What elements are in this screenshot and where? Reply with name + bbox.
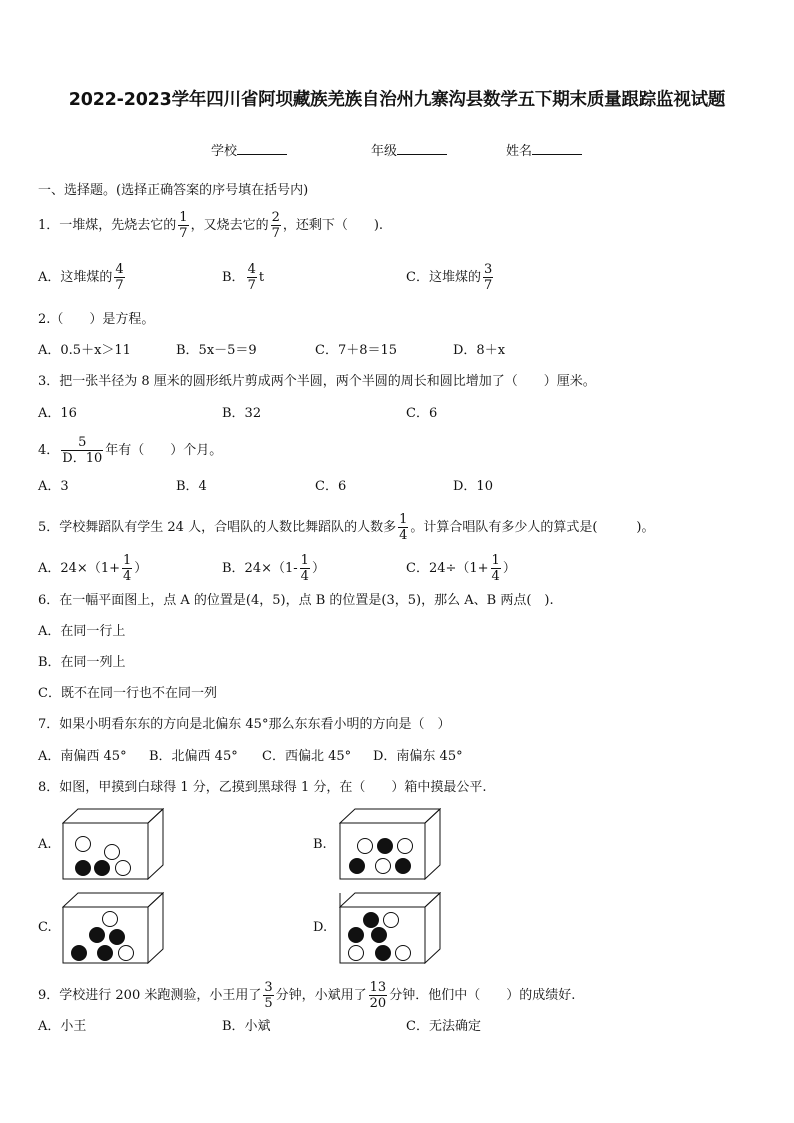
q2-option-b[interactable]: B．5x－5＝9 xyxy=(176,343,257,358)
q1-fraction-2 xyxy=(271,210,281,241)
q9-text-mid: 分钟，小斌用了 xyxy=(275,988,367,1003)
white-ball xyxy=(376,859,391,874)
option-text: C．24÷（1+ xyxy=(406,561,489,576)
white-ball xyxy=(76,837,91,852)
option-fraction xyxy=(114,262,124,293)
numerator: 4 xyxy=(115,262,124,277)
option-unit: t xyxy=(258,270,265,285)
q5-option-a[interactable] xyxy=(38,553,147,584)
black-ball xyxy=(376,946,391,961)
white-ball xyxy=(358,839,373,854)
school-label: 学校 xyxy=(211,144,238,159)
q8-option-a-label[interactable]: A. xyxy=(38,837,52,852)
white-ball xyxy=(384,913,399,928)
q1-text-pre: 1．一堆煤，先烧去它的 xyxy=(38,218,177,233)
option-fraction xyxy=(122,553,132,584)
q5-option-b[interactable] xyxy=(222,553,325,584)
black-ball xyxy=(76,861,91,876)
numerator: 3 xyxy=(483,262,493,277)
numerator: 1 xyxy=(399,512,408,527)
q9-option-a[interactable]: A．小王 xyxy=(38,1019,87,1034)
option-text: B．24×（1- xyxy=(222,561,298,576)
denominator: 4 xyxy=(399,528,408,543)
box-c-drawing xyxy=(62,892,164,964)
question-9 xyxy=(38,980,575,1011)
option-text: A．这堆煤的 xyxy=(38,270,113,285)
question-3: 3．把一张半径为 8 厘米的圆形纸片剪成两个半圆，两个半圆的周长和圆比增加了（ ）厘米。 xyxy=(38,374,596,389)
q2-option-d[interactable]: D．8＋x xyxy=(453,343,506,358)
question-1 xyxy=(38,210,383,241)
denominator: 4 xyxy=(300,569,309,584)
q8-option-b-label[interactable]: B. xyxy=(313,837,327,852)
box-a-drawing xyxy=(62,808,164,880)
page-title: 2022-2023学年四川省阿坝藏族羌族自治州九寨沟县数学五下期末质量跟踪监视试题 xyxy=(68,90,726,110)
denominator: 4 xyxy=(491,569,500,584)
q4-text-post: 年有（ ）个月。 xyxy=(105,443,223,458)
numerator: 13 xyxy=(369,980,387,995)
q1-text-mid: ，又烧去它的 xyxy=(190,218,269,233)
q5-text-pre: 5．学校舞蹈队有学生 24 人，合唱队的人数比舞蹈队的人数多 xyxy=(38,520,397,535)
question-8: 8．如图，甲摸到白球得 1 分，乙摸到黑球得 1 分，在（ ）箱中摸最公平. xyxy=(38,780,487,795)
q4-text-pre: 4． xyxy=(38,443,60,458)
q8-option-c-label[interactable]: C. xyxy=(38,920,52,935)
grade-blank[interactable] xyxy=(397,142,447,155)
numerator: 1 xyxy=(123,553,132,568)
white-ball xyxy=(349,946,364,961)
option-text-close: ） xyxy=(311,561,325,576)
black-ball xyxy=(72,946,87,961)
black-ball xyxy=(364,913,379,928)
option-fraction xyxy=(300,553,310,584)
q7-option-c[interactable]: C．西偏北 45° xyxy=(262,749,352,764)
q5-option-c[interactable] xyxy=(406,553,516,584)
black-ball xyxy=(98,946,113,961)
q1-text-post: ，还剩下（ ). xyxy=(282,218,384,233)
option-text: B． xyxy=(222,270,245,285)
q3-option-c[interactable]: C．6 xyxy=(406,406,438,421)
option-fraction xyxy=(491,553,501,584)
question-5 xyxy=(38,512,655,543)
option-fraction xyxy=(247,262,257,293)
q9-text-post: 分钟．他们中（ ）的成绩好. xyxy=(389,988,576,1003)
question-6: 6．在一幅平面图上，点 A 的位置是(4，5)，点 B 的位置是(3，5)，那么 A、B 两点( ). xyxy=(38,593,554,608)
option-fraction xyxy=(483,262,493,293)
school-blank[interactable] xyxy=(237,142,287,155)
q8-box-c[interactable] xyxy=(62,892,164,964)
white-ball xyxy=(103,912,118,927)
name-blank[interactable] xyxy=(532,142,582,155)
grade-label: 年级 xyxy=(371,144,398,159)
q9-fraction-1 xyxy=(263,980,273,1011)
question-2: 2.（ ）是方程。 xyxy=(38,312,155,327)
white-ball xyxy=(116,861,131,876)
q8-option-d-label[interactable]: D. xyxy=(313,920,328,935)
q6-option-a[interactable]: A．在同一行上 xyxy=(38,624,126,639)
black-ball xyxy=(95,861,110,876)
black-ball xyxy=(396,859,411,874)
q1-fraction-1 xyxy=(178,210,188,241)
q6-option-b[interactable]: B．在同一列上 xyxy=(38,655,126,670)
option-text: C．这堆煤的 xyxy=(406,270,481,285)
q2-option-c[interactable]: C．7＋8＝15 xyxy=(315,343,398,358)
box-b-drawing xyxy=(339,808,441,880)
q1-option-b[interactable] xyxy=(222,262,264,293)
box-d-drawing xyxy=(339,892,441,964)
q8-box-b[interactable] xyxy=(339,808,441,880)
q5-text-post: 。计算合唱队有多少人的算式是( )。 xyxy=(410,520,655,535)
q4-option-b[interactable]: B．4 xyxy=(176,479,207,494)
black-ball xyxy=(90,928,105,943)
q6-option-c[interactable]: C．既不在同一行也不在同一列 xyxy=(38,686,217,701)
option-text: A．24×（1+ xyxy=(38,561,120,576)
denominator: 7 xyxy=(179,226,188,241)
name-label: 姓名 xyxy=(506,144,533,159)
black-ball xyxy=(372,928,387,943)
q9-fraction-2 xyxy=(369,980,388,1011)
question-4 xyxy=(38,435,222,466)
name-field xyxy=(506,140,582,159)
numerator: 1 xyxy=(300,553,309,568)
denominator: D．10 xyxy=(62,451,103,466)
grade-field xyxy=(371,140,447,159)
white-ball xyxy=(398,839,413,854)
denominator: 7 xyxy=(271,226,280,241)
option-text-close: ） xyxy=(502,561,516,576)
q5-fraction xyxy=(398,512,408,543)
white-ball xyxy=(396,946,411,961)
numerator: 1 xyxy=(179,210,188,225)
q3-option-b[interactable]: B．32 xyxy=(222,406,262,421)
denominator: 4 xyxy=(123,569,132,584)
denominator: 7 xyxy=(115,278,124,293)
numerator: 1 xyxy=(491,553,500,568)
q7-option-b[interactable]: B．北偏西 45° xyxy=(149,749,238,764)
q3-option-a[interactable]: A．16 xyxy=(38,406,77,421)
black-ball xyxy=(349,928,364,943)
q8-box-d[interactable] xyxy=(339,892,441,964)
denominator: 7 xyxy=(483,278,493,293)
denominator: 7 xyxy=(247,278,256,293)
numerator: 3 xyxy=(264,980,273,995)
q9-option-c[interactable]: C．无法确定 xyxy=(406,1019,481,1034)
q7-option-a[interactable]: A．南偏西 45° xyxy=(38,749,127,764)
q1-option-c[interactable] xyxy=(406,262,495,293)
q8-box-a[interactable] xyxy=(62,808,164,880)
option-text-close: ） xyxy=(134,561,148,576)
denominator: 20 xyxy=(369,996,387,1011)
q4-option-c[interactable]: C．6 xyxy=(315,479,347,494)
q4-option-a[interactable]: A．3 xyxy=(38,479,69,494)
question-7: 7．如果小明看东东的方向是北偏东 45°那么东东看小明的方向是（ ） xyxy=(38,717,451,732)
numerator: 2 xyxy=(271,210,280,225)
section-heading: 一、选择题。(选择正确答案的序号填在括号内) xyxy=(38,183,309,198)
q2-option-a[interactable]: A．0.5＋x＞11 xyxy=(38,343,131,358)
black-ball xyxy=(110,930,125,945)
school-field xyxy=(211,140,287,159)
q4-option-d[interactable]: D．10 xyxy=(453,479,493,494)
q4-fraction xyxy=(61,435,103,466)
numerator: 5 xyxy=(78,435,87,450)
black-ball xyxy=(378,839,393,854)
numerator: 4 xyxy=(247,262,256,277)
black-ball xyxy=(350,859,365,874)
white-ball xyxy=(105,845,120,860)
q9-text-pre: 9．学校进行 200 米跑测验，小王用了 xyxy=(38,988,262,1003)
q7-option-d[interactable]: D．南偏东 45° xyxy=(373,749,463,764)
q9-option-b[interactable]: B．小斌 xyxy=(222,1019,271,1034)
white-ball xyxy=(119,946,134,961)
q1-option-a[interactable] xyxy=(38,262,127,293)
denominator: 5 xyxy=(264,996,273,1011)
